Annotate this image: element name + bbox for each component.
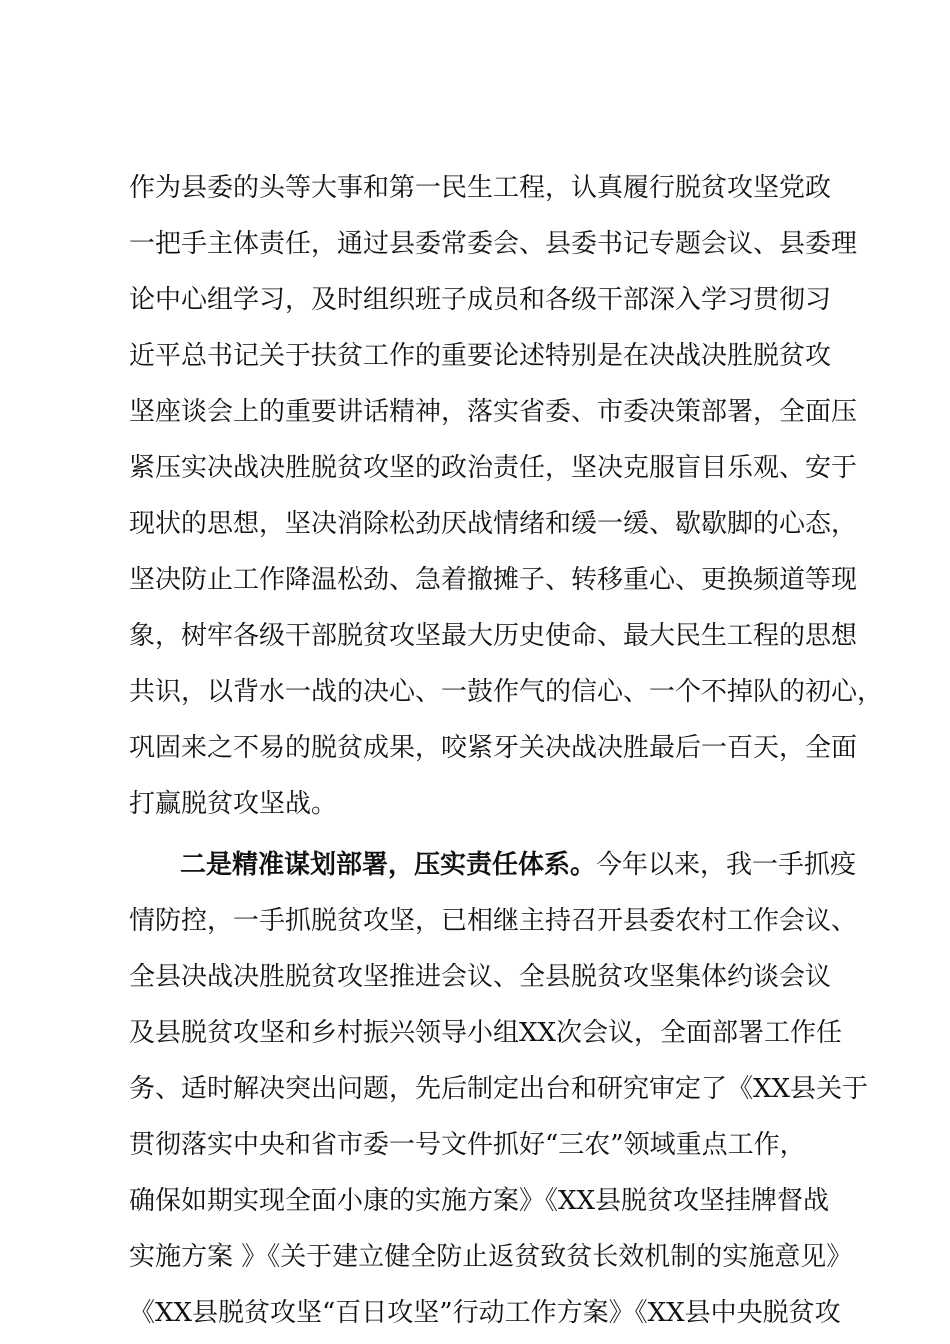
paragraph-line: 实施方案 》《关于建立健全防止返贫致贫长效机制的实施意见》 [129,1242,853,1272]
paragraph-heading: 二是精准谋划部署，压实责任体系。 [180,850,597,880]
paragraph-line: 作为县委的头等大事和第一民生工程，认真履行脱贫攻坚党政 [129,173,832,203]
paragraph-line: 象，树牢各级干部脱贫攻坚最大历史使命、最大民生工程的思想 [129,621,858,651]
paragraph-line: 紧压实决战决胜脱贫攻坚的政治责任，坚决克服盲目乐观、安于 [129,453,858,483]
paragraph-line: 确保如期实现全面小康的实施方案》《XX县脱贫攻坚挂牌督战 [129,1186,830,1216]
paragraph-line: 近平总书记关于扶贫工作的重要论述特别是在决战决胜脱贫攻 [129,341,832,371]
paragraph-line: 论中心组学习，及时组织班子成员和各级干部深入学习贯彻习 [129,285,832,315]
paragraph-text: 今年以来，我一手抓疫 [596,850,857,880]
paragraph-line: 现状的思想，坚决消除松劲厌战情绪和缓一缓、歇歇脚的心态， [129,509,858,539]
paragraph-line: 坚座谈会上的重要讲话精神，落实省委、市委决策部署，全面压 [129,397,858,427]
paragraph-line: 巩固来之不易的脱贫成果，咬紧牙关决战决胜最后一百天，全面 [129,733,858,763]
paragraph-line: 打赢脱贫攻坚战。 [129,789,338,819]
paragraph-line: 坚决防止工作降温松劲、急着撤摊子、转移重心、更换频道等现 [129,565,858,595]
paragraph-line: 全县决战决胜脱贫攻坚推进会议、全县脱贫攻坚集体约谈会议 [129,962,832,992]
paragraph-line: 情防控，一手抓脱贫攻坚，已相继主持召开县委农村工作会议、 [129,906,858,936]
paragraph-line: 共识，以背水一战的决心、一鼓作气的信心、一个不掉队的初心， [129,677,884,707]
paragraph-line: 及县脱贫攻坚和乡村振兴领导小组XX次会议，全面部署工作任 [129,1018,843,1048]
paragraph-line: 《XX县脱贫攻坚“百日攻坚”行动工作方案》《XX县中央脱贫攻 [129,1298,841,1328]
paragraph-line: 贯彻落实中央和省市委一号文件抓好“三农”领域重点工作， [129,1130,806,1160]
paragraph-line: 务、适时解决突出问题，先后制定出台和研究审定了《XX县关于 [129,1074,869,1104]
paragraph-line: 一把手主体责任，通过县委常委会、县委书记专题会议、县委理 [129,229,858,259]
paragraph-heading-line [180,847,857,883]
